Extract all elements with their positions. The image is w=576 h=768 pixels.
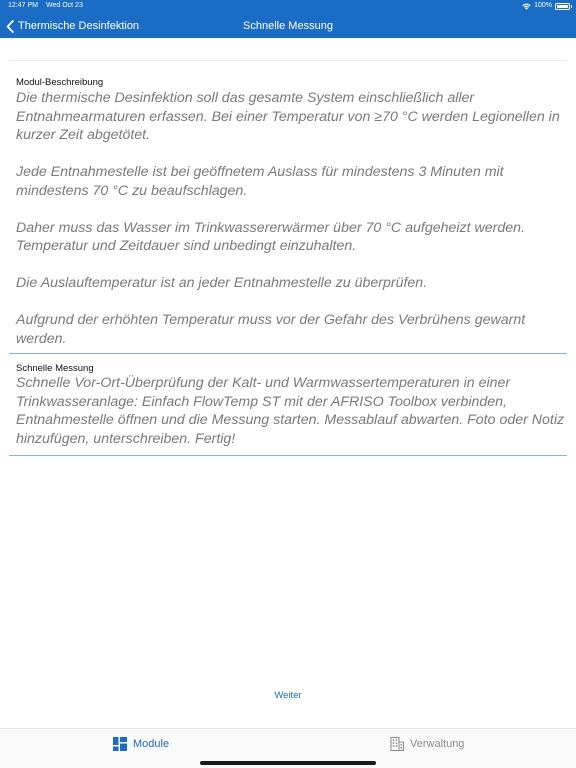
status-bar	[0, 0, 576, 12]
section-label: Schnelle Messung	[16, 363, 94, 374]
next-button[interactable]: Weiter	[274, 690, 302, 701]
description-paragraph: Aufgrund der erhöhten Temperatur muss vor der Gefahr des Verbrühens gewarnt werden.	[16, 312, 526, 347]
building-icon	[390, 737, 404, 751]
status-date: Wed Oct 23	[46, 2, 83, 9]
section-body	[16, 374, 566, 448]
page-title: Schnelle Messung	[243, 20, 333, 32]
home-indicator	[200, 761, 376, 765]
tab-administration-label: Verwaltung	[410, 738, 465, 750]
description-paragraph: Die thermische Desinfektion soll das gesamte System einschließlich aller Entnahmearmaturen erfassen. Bei einer Temperatur von ≥70 °C werden Legionellen in kurzer Zeit abgetötet.	[16, 90, 560, 143]
section-body	[16, 89, 566, 348]
section-label: Modul-Beschreibung	[16, 77, 104, 88]
description-paragraph: Die Auslauftemperatur ist an jeder Entnahmestelle zu überprüfen.	[16, 275, 428, 291]
status-right	[522, 0, 570, 12]
wifi-icon	[522, 3, 531, 10]
quick-measurement-section	[9, 354, 567, 456]
tab-administration[interactable]	[390, 735, 464, 753]
battery-icon	[555, 3, 570, 10]
description-paragraph: Jede Entnahmestelle ist bei geöffnetem Auslass für mindestens 3 Minuten mit mindestens 70 °C zu beaufschlagen.	[16, 164, 504, 199]
grid-icon	[113, 737, 127, 751]
header	[0, 0, 576, 38]
tab-bar	[0, 728, 576, 768]
chevron-left-icon	[6, 20, 14, 33]
tab-modules[interactable]	[113, 735, 169, 753]
status-time: 12:47 PM	[8, 2, 38, 9]
description-paragraph: Daher muss das Wasser im Trinkwassererwärmer über 70 °C aufgeheizt werden. Temperatur und Zeitdauer sind unbedingt einzuhalten.	[16, 219, 525, 254]
module-description-section	[9, 60, 567, 354]
battery-percent: 100%	[534, 2, 552, 9]
tab-modules-label: Module	[133, 738, 170, 750]
back-button[interactable]	[6, 17, 139, 35]
description-paragraph: Schnelle Vor-Ort-Überprüfung der Kalt- und Warmwassertemperaturen in einer Trinkwasseranlage: Einfach FlowTemp ST mit der AFRISO Toolbox verbinden, Entnahmestelle öffnen und die Messung starten. Messablauf abwarten. Foto oder Notiz hinzufügen, unterschreiben. Fertig!	[16, 375, 565, 447]
back-button-label: Thermische Desinfektion	[18, 20, 140, 32]
